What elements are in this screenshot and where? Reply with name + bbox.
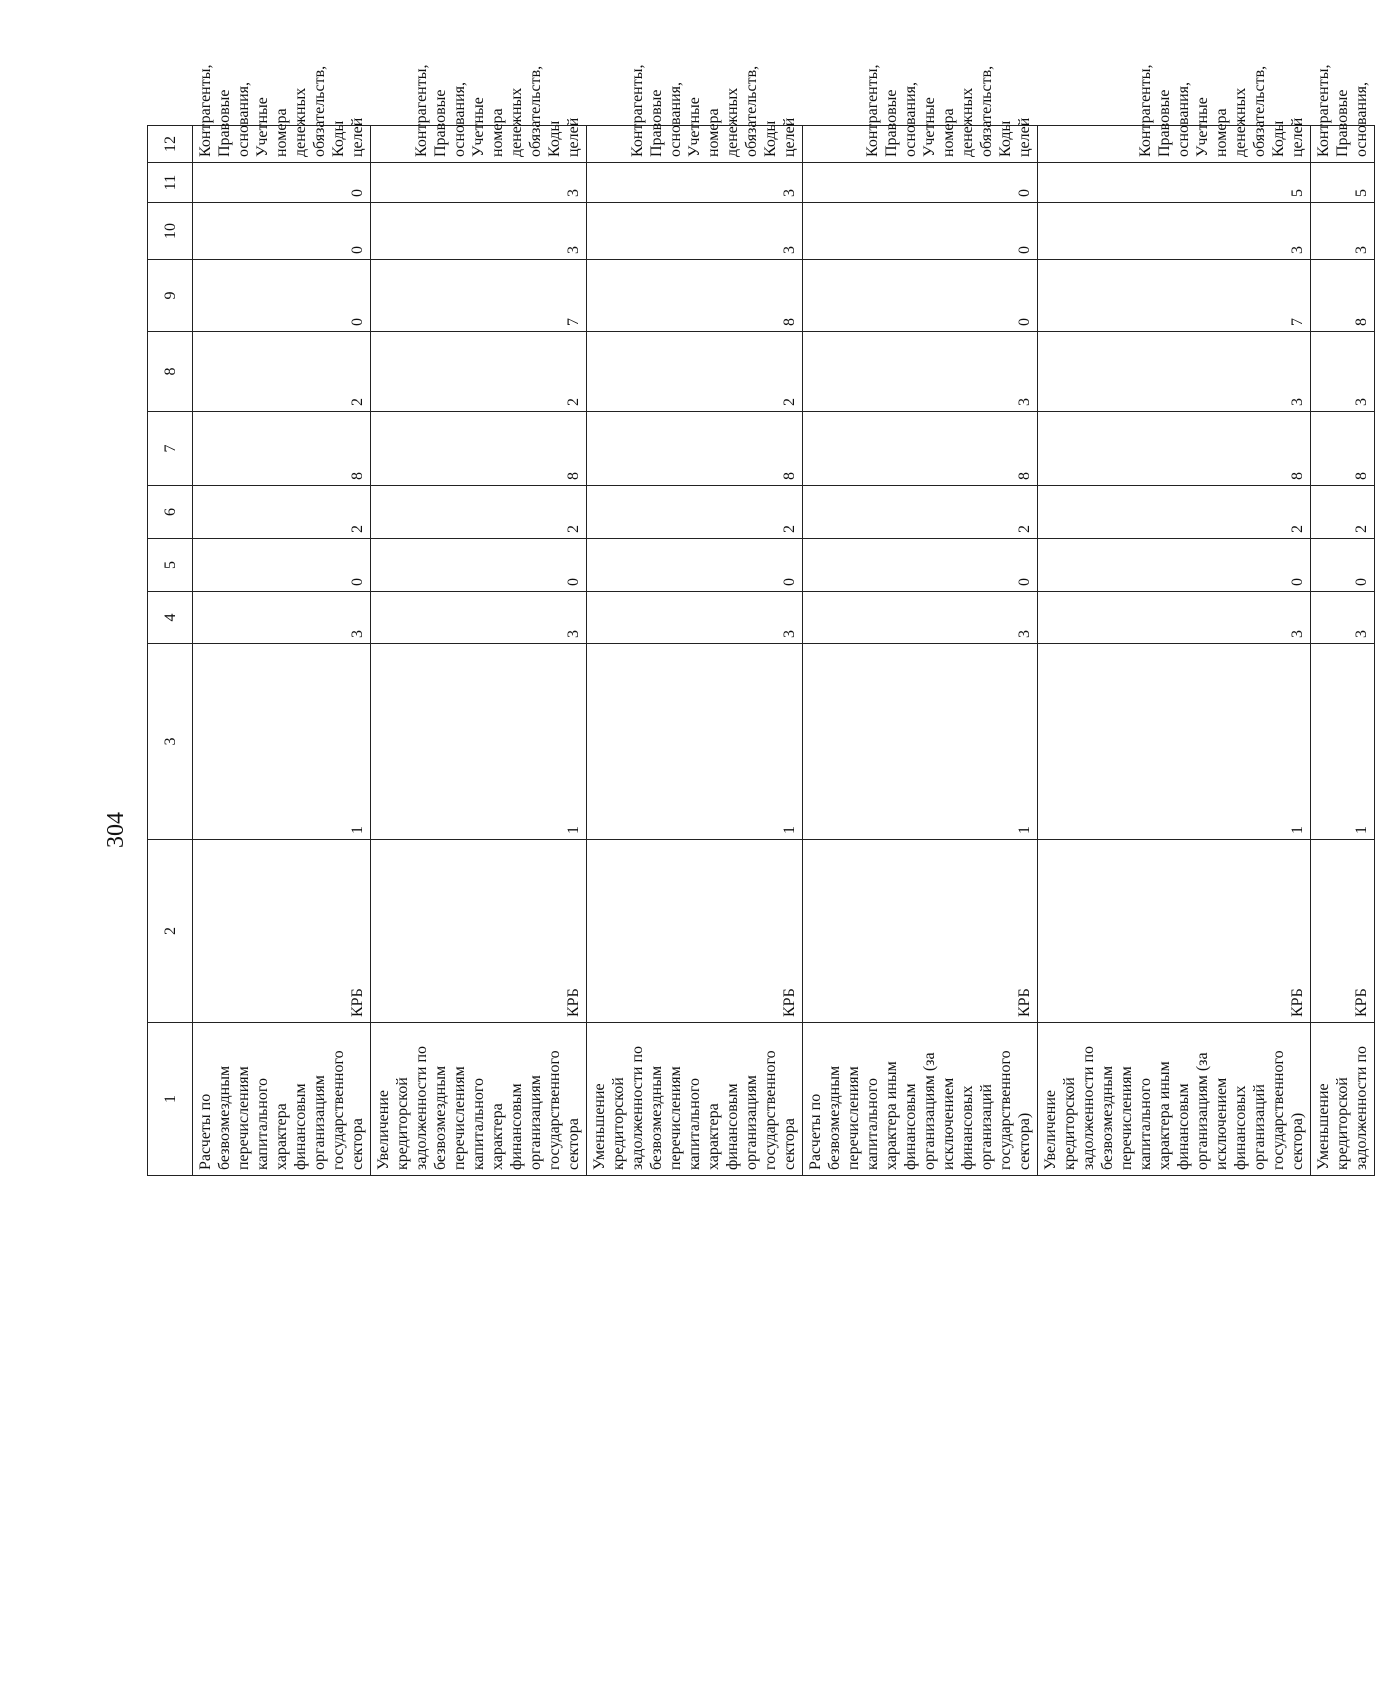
code-col-9: 7 xyxy=(1038,260,1311,332)
header-col-2: 2 xyxy=(148,840,193,1023)
code-col-5: 0 xyxy=(1311,539,1375,592)
code-col-11: 3 xyxy=(371,163,587,203)
code-col-7: 8 xyxy=(803,412,1038,486)
analytics-cell: Контрагенты, Правовые основания, Учетные номера денежных обязательств, Коды целей xyxy=(803,126,1038,163)
page-number: 304 xyxy=(103,812,129,848)
code-col-4: 3 xyxy=(587,592,803,644)
code-col-5: 0 xyxy=(1038,539,1311,592)
code-col-7: 8 xyxy=(193,412,371,486)
table-row xyxy=(193,126,371,1176)
account-name: Увеличение кредиторской задолженности по безвозмездным перечислениям капитального характера иным финансовым организациям (за исключением финансовых организаций государственного сектора) xyxy=(1038,1023,1311,1176)
account-name: Увеличение кредиторской задолженности по безвозмездным перечислениям капитального характера финансовым организациям государственного сектора xyxy=(371,1023,587,1176)
rotated-table-container xyxy=(147,64,1370,1176)
code-col-6: 2 xyxy=(371,486,587,539)
code-col-10: 3 xyxy=(1311,203,1375,260)
table-row xyxy=(803,126,1038,1176)
code-col-6: 2 xyxy=(193,486,371,539)
code-col-11: 5 xyxy=(1311,163,1375,203)
code-col-5: 0 xyxy=(371,539,587,592)
code-col-3: 1 xyxy=(587,644,803,840)
code-col-4: 3 xyxy=(371,592,587,644)
account-kind: КРБ xyxy=(587,840,803,1023)
account-name: Уменьшение кредиторской задолженности по xyxy=(1311,1023,1375,1176)
code-col-7: 8 xyxy=(1038,412,1311,486)
header-col-1: 1 xyxy=(148,1023,193,1176)
code-col-8: 3 xyxy=(1038,332,1311,412)
header-row xyxy=(148,126,193,1176)
code-col-5: 0 xyxy=(193,539,371,592)
analytics-cell: Контрагенты, Правовые основания, Учетные номера денежных обязательств, Коды целей xyxy=(193,126,371,163)
code-col-7: 8 xyxy=(371,412,587,486)
code-col-8: 3 xyxy=(1311,332,1375,412)
account-kind: КРБ xyxy=(371,840,587,1023)
header-col-9: 9 xyxy=(148,260,193,332)
account-kind: КРБ xyxy=(803,840,1038,1023)
table-row xyxy=(587,126,803,1176)
account-kind: КРБ xyxy=(1311,840,1375,1023)
code-col-6: 2 xyxy=(587,486,803,539)
code-col-8: 2 xyxy=(371,332,587,412)
code-col-8: 2 xyxy=(193,332,371,412)
analytics-cell: Контрагенты, Правовые основания, Учетные номера денежных обязательств, Коды целей xyxy=(371,126,587,163)
code-col-4: 3 xyxy=(1038,592,1311,644)
header-col-8: 8 xyxy=(148,332,193,412)
code-col-6: 2 xyxy=(803,486,1038,539)
code-col-3: 1 xyxy=(1038,644,1311,840)
code-col-4: 3 xyxy=(193,592,371,644)
analytics-cell: Контрагенты, Правовые основания, Учетные номера денежных обязательств, Коды целей xyxy=(1038,126,1311,163)
header-col-11: 11 xyxy=(148,163,193,203)
code-col-11: 0 xyxy=(193,163,371,203)
code-col-3: 1 xyxy=(803,644,1038,840)
header-col-3: 3 xyxy=(148,644,193,840)
code-col-9: 7 xyxy=(371,260,587,332)
code-col-10: 3 xyxy=(587,203,803,260)
header-col-12: 12 xyxy=(148,126,193,163)
code-col-6: 2 xyxy=(1311,486,1375,539)
code-col-9: 0 xyxy=(803,260,1038,332)
code-col-3: 1 xyxy=(371,644,587,840)
code-col-10: 0 xyxy=(803,203,1038,260)
code-col-9: 0 xyxy=(193,260,371,332)
code-col-10: 0 xyxy=(193,203,371,260)
code-col-9: 8 xyxy=(587,260,803,332)
code-col-11: 3 xyxy=(587,163,803,203)
code-col-9: 8 xyxy=(1311,260,1375,332)
table-row xyxy=(371,126,587,1176)
code-col-7: 8 xyxy=(1311,412,1375,486)
code-col-10: 3 xyxy=(1038,203,1311,260)
header-col-7: 7 xyxy=(148,412,193,486)
analytics-cell: Контрагенты, Правовые основания, Учетные номера денежных обязательств, Коды целей xyxy=(587,126,803,163)
code-col-5: 0 xyxy=(803,539,1038,592)
code-col-5: 0 xyxy=(587,539,803,592)
analytics-cell: Контрагенты, Правовые основания, xyxy=(1311,126,1375,163)
code-col-4: 3 xyxy=(1311,592,1375,644)
account-name: Расчеты по безвозмездным перечислениям капитального характера иным финансовым организациям (за исключением финансовых организаций государственного сектора) xyxy=(803,1023,1038,1176)
code-col-11: 5 xyxy=(1038,163,1311,203)
code-col-10: 3 xyxy=(371,203,587,260)
header-col-6: 6 xyxy=(148,486,193,539)
header-col-4: 4 xyxy=(148,592,193,644)
code-col-4: 3 xyxy=(803,592,1038,644)
code-col-11: 0 xyxy=(803,163,1038,203)
header-col-5: 5 xyxy=(148,539,193,592)
account-kind: КРБ xyxy=(193,840,371,1023)
header-col-10: 10 xyxy=(148,203,193,260)
table-row xyxy=(1311,126,1375,1176)
account-name: Уменьшение кредиторской задолженности по безвозмездным перечислениям капитального характера финансовым организациям государственного сектора xyxy=(587,1023,803,1176)
account-kind: КРБ xyxy=(1038,840,1311,1023)
code-col-3: 1 xyxy=(193,644,371,840)
table-row xyxy=(1038,126,1311,1176)
accounts-table xyxy=(147,64,1375,1176)
code-col-7: 8 xyxy=(587,412,803,486)
code-col-8: 3 xyxy=(803,332,1038,412)
account-name: Расчеты по безвозмездным перечислениям капитального характера финансовым организациям государственного сектора xyxy=(193,1023,371,1176)
code-col-8: 2 xyxy=(587,332,803,412)
code-col-3: 1 xyxy=(1311,644,1375,840)
code-col-6: 2 xyxy=(1038,486,1311,539)
